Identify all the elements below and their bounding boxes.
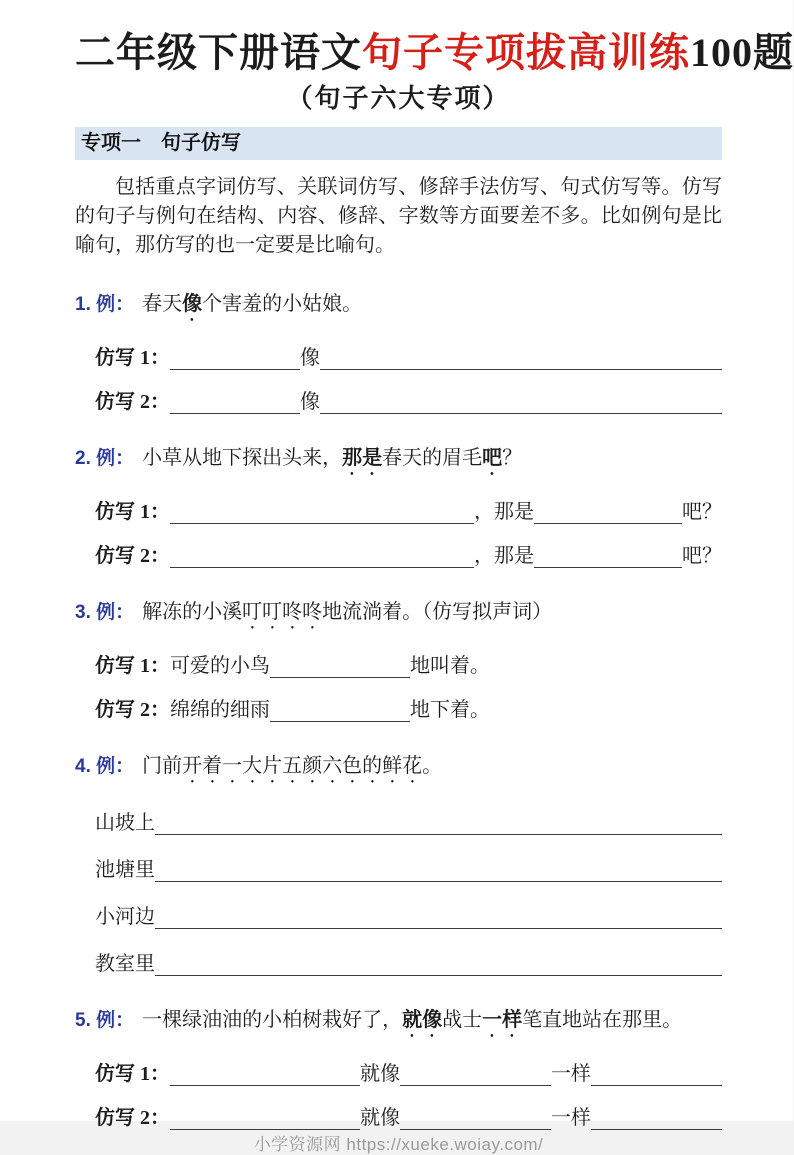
q4-answer-row-1 — [95, 811, 722, 835]
fill-blank-line — [534, 546, 682, 568]
fill-blank-line — [270, 700, 410, 722]
connector-word-1: 就像 — [360, 1107, 401, 1129]
question-1-heading — [75, 291, 722, 326]
q1-answer-row-2 — [95, 390, 722, 414]
section-header: 专项一 句子仿写 — [75, 127, 722, 160]
connector-word: ，那是 — [474, 501, 534, 523]
q5-answer-row-1 — [95, 1062, 722, 1086]
q5-answer-row-2 — [95, 1106, 722, 1130]
answer-row-label: 池塘里 — [95, 859, 155, 881]
question-4-heading — [75, 753, 722, 788]
q5-text-post: 笔直地站在那里。 — [522, 1009, 683, 1031]
q2-answer-row-2 — [95, 544, 722, 568]
q1-answer-row-1 — [95, 346, 722, 370]
q4-answer-row-2 — [95, 858, 722, 882]
fill-blank-line — [591, 1064, 722, 1086]
answer-row-label: 仿写 1： — [95, 1063, 170, 1085]
q4-answer-row-4 — [95, 952, 722, 976]
fill-blank-line — [400, 1108, 551, 1130]
connector-word: 像 — [300, 347, 320, 369]
answer-row-label: 仿写 1： — [95, 501, 170, 523]
q3-text-pre: 解冻的小溪 — [142, 601, 243, 623]
answer-row-label: 仿写 2： — [95, 699, 170, 721]
question-5-heading — [75, 1007, 722, 1042]
connector-word-2: 一样 — [550, 1063, 591, 1085]
question-2-heading — [75, 445, 722, 480]
answer-row-pretext: 可爱的小鸟 — [170, 655, 270, 677]
q4-emphasized-phrase: 开着一大片五颜六色的鲜花 — [182, 755, 423, 777]
question-1-number: 1. 例： — [75, 294, 135, 315]
fill-blank-line — [170, 546, 474, 568]
page-subtitle: （句子六大专项） — [286, 84, 511, 113]
fill-blank-line — [170, 392, 300, 414]
answer-row-posttext: 地叫着。 — [410, 655, 490, 677]
answer-row-pretext: 绵绵的细雨 — [170, 699, 270, 721]
q2-emphasized-word-2: 吧 — [482, 447, 503, 469]
fill-blank-line — [170, 1064, 360, 1086]
question-4-number: 4. 例： — [75, 756, 135, 777]
answer-row-label: 教室里 — [95, 953, 155, 975]
ending-word: 吧？ — [682, 501, 722, 523]
intro-paragraph: 包括重点字词仿写、关联词仿写、修辞手法仿写、句式仿写等。仿写的句子与例句在结构、内容、修辞、字数等方面要差不多。比如例句是比喻句，那仿写的也一定要是比喻句。 — [75, 176, 722, 256]
footer-watermark: 小学资源网 https://xueke.woiay.com/ — [253, 1135, 544, 1154]
question-2 — [75, 445, 722, 568]
title-red: 句子专项拔高训练 — [362, 30, 690, 75]
fill-blank-line — [155, 907, 722, 929]
fill-blank-line — [155, 813, 722, 835]
q2-answer-row-1 — [95, 500, 722, 524]
answer-row-posttext: 地下着。 — [410, 699, 490, 721]
ending-word: 吧？ — [682, 545, 722, 567]
q2-text-post: ？ — [502, 447, 523, 469]
title-black-2: 100题 — [690, 30, 794, 75]
question-5-number: 5. 例： — [75, 1010, 135, 1031]
fill-blank-line — [320, 392, 722, 414]
answer-row-label: 山坡上 — [95, 812, 155, 834]
question-3-heading — [75, 599, 722, 634]
q2-emphasized-word-1: 那是 — [342, 447, 383, 469]
connector-word: ，那是 — [474, 545, 534, 567]
fill-blank-line — [320, 348, 722, 370]
q5-text-pre: 一棵绿油油的小柏树栽好了， — [142, 1009, 403, 1031]
fill-blank-line — [534, 502, 682, 524]
q3-emphasized-word: 叮叮咚咚 — [242, 601, 323, 623]
answer-row-label: 仿写 2： — [95, 545, 170, 567]
connector-word: 像 — [300, 391, 320, 413]
question-5 — [75, 1007, 722, 1130]
q1-emphasized-word: 像 — [182, 293, 203, 315]
answer-row-label: 仿写 1： — [95, 655, 170, 677]
q3-answer-row-2 — [95, 698, 722, 722]
fill-blank-line — [400, 1064, 551, 1086]
q4-text-post: 。 — [422, 755, 443, 777]
answer-row-label: 仿写 1： — [95, 347, 170, 369]
q5-emphasized-word-2: 一样 — [482, 1009, 523, 1031]
q3-text-post: 地流淌着。（仿写拟声词） — [322, 601, 553, 623]
question-3 — [75, 599, 722, 722]
question-1 — [75, 291, 722, 414]
connector-word-1: 就像 — [360, 1063, 401, 1085]
fill-blank-line — [155, 954, 722, 976]
fill-blank-line — [170, 1108, 360, 1130]
page-title — [75, 30, 794, 76]
fill-blank-line — [155, 860, 722, 882]
question-2-number: 2. 例： — [75, 448, 135, 469]
answer-row-label: 仿写 2： — [95, 1107, 170, 1129]
question-3-number: 3. 例： — [75, 602, 135, 623]
fill-blank-line — [591, 1108, 722, 1130]
q1-text-post: 个害羞的小姑娘。 — [202, 293, 363, 315]
q2-text-mid: 春天的眉毛 — [382, 447, 483, 469]
q4-text-pre: 门前 — [142, 755, 183, 777]
q5-emphasized-word-1: 就像 — [402, 1009, 443, 1031]
q1-text-pre: 春天 — [142, 293, 183, 315]
title-black-1: 二年级下册语文 — [75, 30, 362, 75]
question-4 — [75, 753, 722, 976]
q5-text-mid: 战士 — [442, 1009, 483, 1031]
q2-text-pre: 小草从地下探出头来， — [142, 447, 343, 469]
fill-blank-line — [170, 348, 300, 370]
answer-row-label: 仿写 2： — [95, 391, 170, 413]
q4-answer-row-3 — [95, 905, 722, 929]
connector-word-2: 一样 — [550, 1107, 591, 1129]
q3-answer-row-1 — [95, 654, 722, 678]
answer-row-label: 小河边 — [95, 906, 155, 928]
fill-blank-line — [170, 502, 474, 524]
fill-blank-line — [270, 656, 410, 678]
